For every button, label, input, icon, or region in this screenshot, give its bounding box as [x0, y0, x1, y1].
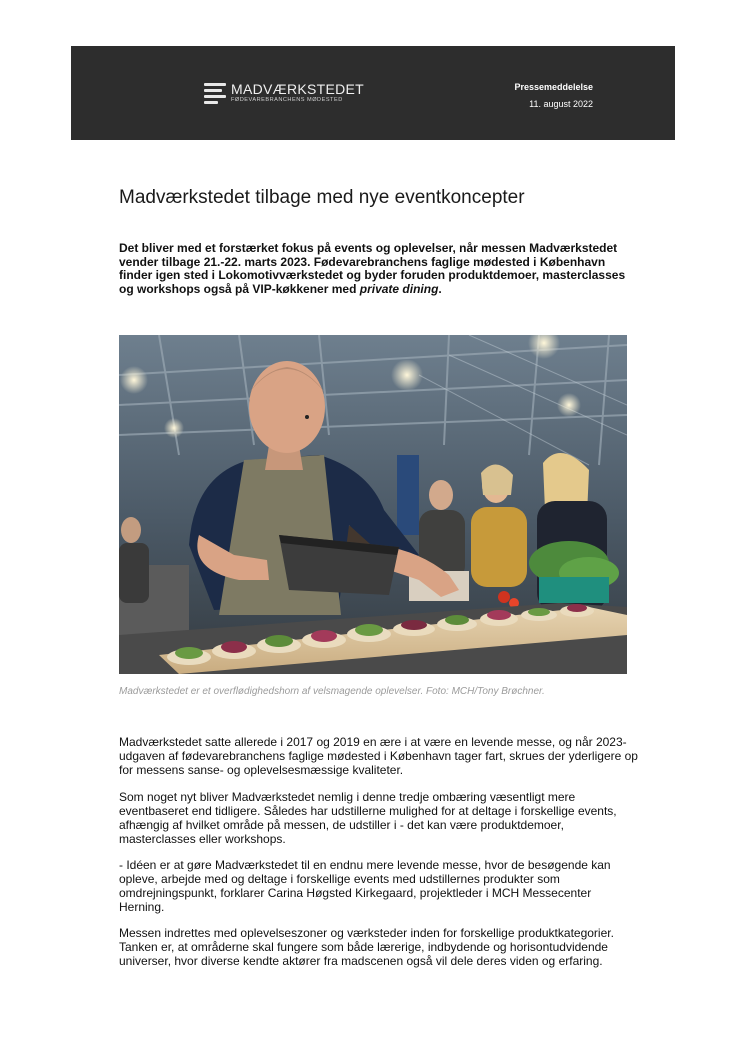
document-type: Pressemeddelelse	[514, 82, 593, 92]
madvaerkstedet-logo	[204, 81, 365, 109]
lead-paragraph	[119, 242, 639, 296]
logo-name: MADVÆRKSTEDET	[231, 81, 365, 97]
lead-emphasis: private dining	[359, 281, 439, 296]
cutlery-icon	[204, 83, 228, 103]
body-paragraph: Som noget nyt bliver Madværkstedet nemlig i denne tredje ombæring væsentligt mere eventbaseret end tidligere. Således har udstillerne mulighed for at deltage i forskellige events, afhængig af hvilket område på messen, de udstiller i - det kan være produktdemoer, masterclasses eller workshops.	[119, 790, 617, 846]
event-photo-illustration	[119, 335, 627, 674]
article-title: Madværkstedet tilbage med nye eventkoncepter	[119, 187, 525, 208]
lead-end: .	[438, 281, 442, 296]
event-photo	[119, 335, 627, 674]
photo-caption: Madværkstedet er et overflødighedshorn af velsmagende oplevelser. Foto: MCH/Tony Brøchner.	[119, 686, 545, 697]
lead-text: Det bliver med et forstærket fokus på events og oplevelser, når messen Madværkstedet vender tilbage 21.-22. marts 2023. Fødevarebranchens faglige mødested i København finder igen sted i Lokomotivværkstedet og byder foruden produktdemoer, masterclasses og workshops også på VIP-køkkener med	[119, 241, 626, 296]
body-paragraph: Messen indrettes med oplevelseszoner og værksteder inden for forskellige produktkategorier. Tanken er, at områderne skal fungere som både lærerige, indbydende og horisontudvidende universer, hvor diverse kendte aktører fra madscenen også vil dele deres viden og erfaring.	[119, 926, 614, 968]
body-paragraph: Madværkstedet satte allerede i 2017 og 2019 en ære i at være en levende messe, og når 2023-udgaven af fødevarebranchens faglige mødested i København tager fart, skrues der yderligere op for messens sanse- og oplevelsesmæssige kvaliteter.	[119, 735, 638, 777]
logo-tagline: FØDEVAREBRANCHENS MØDESTED	[231, 97, 343, 103]
release-date: 11. august 2022	[529, 99, 593, 109]
body-paragraph: - Idéen er at gøre Madværkstedet til en endnu mere levende messe, hvor de besøgende kan opleve, arbejde med og deltage i forskellige events med udstillernes produkter som omdrejningspunkt, forklarer Carina Høgsted Kirkegaard, projektleder i MCH Messecenter Herning.	[119, 858, 611, 914]
header-banner	[71, 46, 675, 140]
